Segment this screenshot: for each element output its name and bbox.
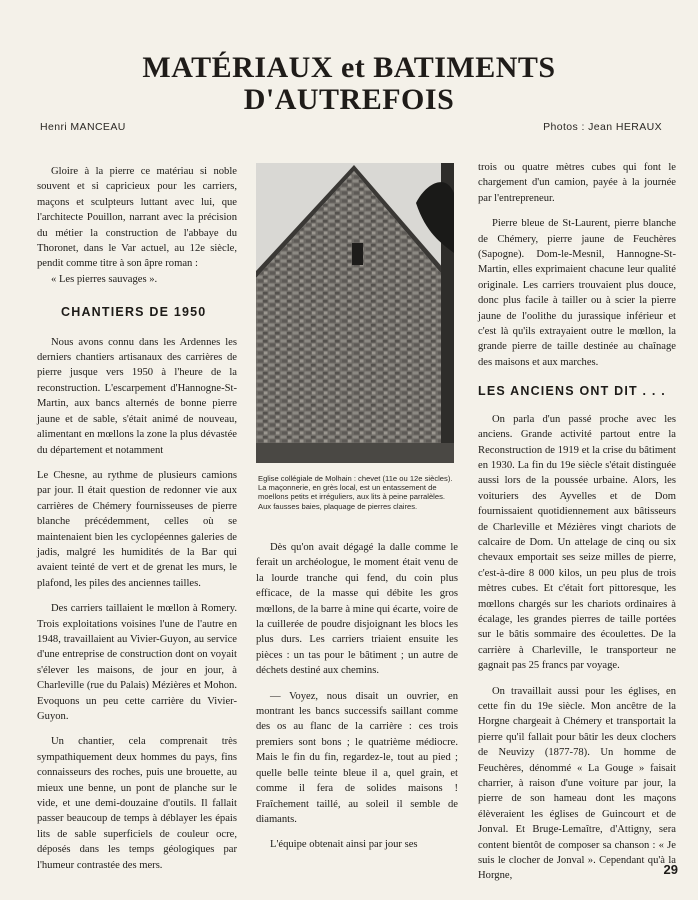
article-title-line2: D'AUTREFOIS (243, 83, 455, 116)
paragraph: L'équipe obtenait ainsi par jour ses (270, 839, 418, 851)
paragraph: Nous avons connu dans les Ardennes les derniers chantiers artisanaux des carrières de pierre jusque vers 1950 à l'heure de la reconstruction. L'escarpement d'Hannogne-St-Martin, aux bancs alternés de bonne pierre jaune et de sable, s'était animé de nouveau, alimentant en mœllons la zone la plus dévastée du département et notamment (37, 336, 237, 456)
paragraph: trois ou quatre mètres cubes qui font le chargement d'un camion, payée à la journée par l'entrepreneur. (478, 162, 676, 204)
paragraph: On travaillait aussi pour les églises, en cette fin du 19e siècle. Mon ancêtre de la Horgne chargeait à Chémery et transportait la pierre qu'il fallait pour bâtir les deux clochers de Neuvizy (1877-78). Un homme de Feuchères, dénommé « La Gouge » faisait charrier, à raison d'une voiture par jour, la pierre de son hameau dont les maçons élèveraient les églises de Guincourt et de Jonval. Et Bruge-Lemaître, d'Attigny, sera content bientôt de composer sa chanson : « Je suis le clocher de Jonval ». Cependant qu'à la Horgne, (478, 685, 676, 882)
article-title: MATÉRIAUX et BATIMENTS (142, 51, 556, 84)
paragraph: Pierre bleue de St-Laurent, pierre blanche de Chémery, pierre jaune de Feuchères (Sapogne). Dom-le-Mesnil, Hannogne-St-Martin, elles exprimaient chacune leur qualité originale. Les carriers trouvaient plus douce, donc plus facile à tailler ou à scier la pierre jaune de l'oolithe du jurassique inférieur et c'est là qu'ils extrayaient outre le mœllon, la grande pierre de taille destinée au chaînage des maisons et aux marches. (478, 218, 676, 368)
paragraph: Le Chesne, au rythme de plusieurs camions par jour. Il était question de redonner vie aux carrières de Chémery fournisseuses de pierre blanche précédemment, celles où se maintenaient bien les cyclopéennes galeries de jadis, malgré les humidités de la Bar qui avaient teinté de vert et de grenat les murs, le plafond, les piles des anciennes tailles. (37, 469, 237, 589)
column-3 (478, 160, 676, 884)
intro-paragraph: Gloire à la pierre ce matériau si noble souvent et si capricieux pour les carriers, maçons et sculpteurs luttant avec lui, que l'architecte Pouillon, narrant avec la précision du métier la construction de l'abbaye du Thoronet, dans le Var actuel, au 12e siècle, pendit comme titre à son âpre roman : (37, 166, 237, 270)
intro-quote: « Les pierres sauvages ». (51, 273, 158, 285)
paragraph: Dès qu'on avait dégagé la dalle comme le ferait un archéologue, le moment était venu de la lourde tranche qui fend, du coin plus efficace, de la masse qui débite les gros mœllons, de la barre à mine qui écarte, voire de la cuillerée de poudre disjoignant les blocs les plus durs. Les carriers triaient ensuite les pièces : un tas pour le bâtiment ; un autre de déchets destiné aux chemins. (256, 542, 458, 677)
caption-line: La maçonnerie, en grès local, est un entassement de moellons petits et irréguliers, aux lits à peine parralèles. (258, 483, 445, 502)
paragraph: Des carriers taillaient le mœllon à Romery. Trois exploitations voisines l'une de l'autre en 1948, travaillaient au Vivier-Guyon, au service d'une entreprise de construction dont on voyait s'élever les maisons, de jour en jour, à Charleville (rue du Palais) Mézières et Mohon. Evoquons un peu cette carrière du Vivier-Guyon. (37, 603, 237, 722)
paragraph: On parla d'un passé proche avec les anciens. Grande activité partout entre la Reconstruction de 1919 et la crise du bâtiment en 1930. La fin du 19e siècle s'était distinguée aussi lors de la poussée urbaine. Alors, les voituriers des Ayvelles et de Dom fournissaient quotidiennement aux bâtisseurs de Charleville et Mézières vingt chariots de calcaire de Dom. Un attelage de cinq ou six chevaux emportait ses seize milles de pierre, c'est-à-dire 8 000 kilos, un peu plus de trois mètres cubes. Et c'était fort pittoresque, les mœllons chargés sur les chariots ordinaires à écalage, les grandes pierres de taille portées sur le bâtis sommaire des écoulettes. De la carrière à Charleville, le transporteur ne gagnait pas 25 francs par voyage. (478, 413, 676, 672)
column-2 (256, 540, 458, 853)
column-1 (37, 164, 237, 873)
paragraph: — Voyez, nous disait un ouvrier, en montrant les bancs successifs saillant comme des os au flanc de la carrière : ces trois premiers sont bons ; le quatrième médiocre. Mais le fin du fin, regardez-le, tout au pied ; quelle belle teinte bleue il a, quel grain, et comme il fera de solides maisons ! Fraîchement taillé, au soleil il semble de diamants. (256, 690, 458, 825)
page-number: 29 (663, 862, 678, 877)
paragraph: Un chantier, cela comprenait très sympathiquement deux hommes du pays, fins connaisseurs des roches, puis une brouette, au mieux une benne, un pont de planche sur le vide, et une demi-douzaine d'outils. Il fallait passer beaucoup de temps à déblayer les épais lits de sable superficiels de couleur ocre, déposés dans les temps géologiques par l'humeur contrastée des mers. (37, 736, 237, 871)
caption-line: Eglise collégiale de Molhain : chevet (11e ou 12e siècles). (258, 474, 453, 483)
photo-credit: Photos : Jean HERAUX (543, 121, 662, 133)
section-heading-anciens: LES ANCIENS ONT DIT . . . (478, 384, 666, 399)
photo-caption (258, 474, 458, 511)
section-heading-chantiers: CHANTIERS DE 1950 (61, 305, 207, 320)
church-photo (256, 163, 454, 463)
caption-line: Aux fausses baies, plaquage de pierres claires. (258, 501, 418, 511)
author-byline: Henri MANCEAU (40, 121, 126, 133)
